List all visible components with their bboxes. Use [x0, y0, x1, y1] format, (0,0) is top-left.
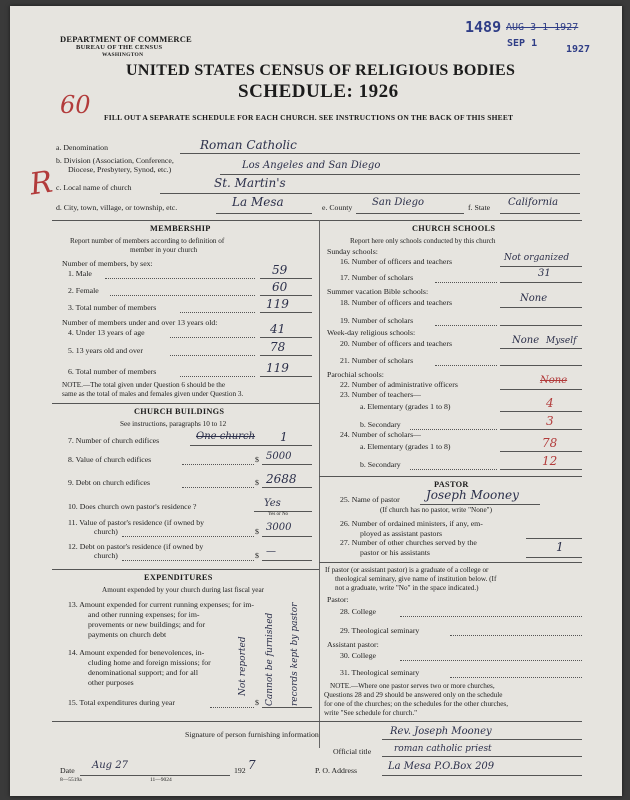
po-address-label: P. O. Address	[315, 766, 358, 775]
q24a-value: 78	[542, 436, 558, 450]
q25-note: (If church has no pastor, write "None")	[380, 506, 492, 514]
q17-label: 17. Number of scholars	[340, 273, 414, 282]
assistant-pastor-label: Assistant pastor:	[327, 640, 379, 649]
expenditures-subheading: Amount expended by your church during last fiscal year	[102, 586, 265, 594]
q23a-label: a. Elementary (grades 1 to 8)	[360, 402, 451, 411]
q8-value: 5000	[266, 451, 292, 462]
q13-label-1: 13. Amount expended for current running expenses; for im-	[68, 600, 254, 609]
q10-value: Yes	[264, 498, 281, 509]
q22-label: 22. Number of administrative officers	[340, 380, 458, 389]
schools-intro: Report here only schools conducted by this church	[350, 237, 496, 245]
q12-label-1: 12. Debt on pastor's residence (if owned by	[68, 542, 204, 551]
q18-label: 18. Number of officers and teachers	[340, 298, 453, 307]
q22-value: None	[540, 375, 568, 386]
q9-value: 2688	[266, 472, 297, 486]
form-code-2: 11—9024	[150, 777, 172, 783]
q23a-value: 4	[546, 396, 554, 410]
year-value: 7	[248, 758, 256, 772]
graduate-note-2: theological seminary, give name of institution below. (If	[335, 575, 497, 583]
date-value: Aug 27	[92, 760, 128, 771]
q24b-value: 12	[542, 454, 558, 468]
membership-intro-1: Report number of members according to definition of	[70, 237, 225, 245]
q25-value: Joseph Mooney	[426, 488, 519, 502]
members-by-age-label: Number of members under and over 13 years old:	[62, 318, 218, 327]
church-name-label: c. Local name of church	[56, 183, 132, 192]
buildings-subheading: See instructions, paragraphs 10 to 12	[120, 420, 227, 428]
pastor-note-4: write "See schedule for church."	[324, 709, 418, 717]
q6-total-label: 6. Total number of members	[68, 367, 157, 376]
q3-total-value: 119	[266, 297, 289, 311]
q5-over13-label: 5. 13 years old and over	[68, 346, 143, 355]
county-value: San Diego	[372, 197, 424, 208]
q9-label: 9. Debt on church edifices	[68, 478, 151, 487]
q20-label: 20. Number of officers and teachers	[340, 339, 453, 348]
received-stamp-year: 1927	[566, 44, 591, 55]
graduate-note-1: If pastor (or assistant pastor) is a graduate of a college or	[325, 566, 489, 574]
q30-label: 30. College	[340, 651, 376, 660]
weekday-schools-label: Week-day religious schools:	[327, 328, 416, 337]
pastor-note-2: Questions 28 and 29 should be answered only on the schedule	[324, 691, 503, 699]
state-value: California	[508, 197, 559, 208]
q1-male-value: 59	[272, 263, 288, 277]
department-name: DEPARTMENT OF COMMERCE	[60, 34, 192, 44]
expenditure-scrawl-3: records kept by pastor	[290, 602, 300, 706]
q7-value: 1	[280, 430, 288, 444]
membership-note-1: NOTE.—The total given under Question 6 should be the	[62, 381, 226, 389]
q13-label-3: provements or new buildings; and for	[88, 620, 206, 629]
parochial-schools-label: Parochial schools:	[327, 370, 384, 379]
date-label: Date	[60, 766, 75, 775]
q10-hint: Yes or No	[268, 512, 289, 517]
q5-over13-value: 78	[270, 340, 286, 354]
bureau-name: BUREAU OF THE CENSUS	[76, 44, 163, 51]
q16-value: Not organized	[504, 253, 570, 263]
year-prefix: 192	[234, 766, 246, 775]
pastor-note-3: for one of the churches; on the schedules for the other churches,	[324, 700, 509, 708]
membership-heading: MEMBERSHIP	[150, 224, 211, 233]
q20-value: None	[512, 335, 540, 346]
q7-value-struck: One church	[196, 431, 256, 442]
q7-label: 7. Number of church edifices	[68, 436, 160, 445]
q13-label-2: and other running expenses; for im-	[88, 610, 200, 619]
margin-mark: R	[27, 164, 55, 203]
official-title-value: roman catholic priest	[394, 744, 492, 754]
graduate-note-3: not a graduate, write "No" in the space indicated.)	[335, 584, 479, 592]
margin-number: 60	[60, 91, 91, 119]
members-by-sex-label: Number of members, by sex:	[62, 259, 153, 268]
denomination-value: Roman Catholic	[200, 138, 297, 152]
form-instruction: FILL OUT A SEPARATE SCHEDULE FOR EACH CHURCH. SEE INSTRUCTIONS ON THE BACK OF THIS SHEET	[104, 113, 514, 122]
pastor-heading: PASTOR	[434, 480, 469, 489]
state-label: f. State	[468, 203, 491, 212]
q14-label-2: cluding home and foreign missions; for	[88, 658, 211, 667]
summer-schools-label: Summer vacation Bible schools:	[327, 287, 429, 296]
form-title: UNITED STATES CENSUS OF RELIGIOUS BODIES	[126, 62, 516, 79]
pastor-note-1: NOTE.—Where one pastor serves two or more churches,	[330, 682, 495, 690]
q2-female-value: 60	[272, 280, 288, 294]
city-label: d. City, town, village, or township, etc.	[56, 203, 178, 212]
county-label: e. County	[322, 203, 353, 212]
q24a-label: a. Elementary (grades 1 to 8)	[360, 442, 451, 451]
q31-label: 31. Theological seminary	[340, 668, 420, 677]
q1-male-label: 1. Male	[68, 269, 92, 278]
official-title-label: Official title	[333, 747, 372, 756]
q23b-label: b. Secondary	[360, 420, 401, 429]
q15-label: 15. Total expenditures during year	[68, 698, 175, 707]
q12-label-2: church)	[94, 551, 118, 560]
form-subtitle: SCHEDULE: 1926	[238, 81, 399, 102]
q13-label-4: payments on church debt	[88, 630, 167, 639]
q21-label: 21. Number of scholars	[340, 356, 414, 365]
received-stamp-date-struck: AUG 3 1 1927	[506, 22, 579, 33]
q14-label-1: 14. Amount expended for benevolences, in-	[68, 648, 205, 657]
q26-label-2: ployed as assistant pastors	[360, 529, 443, 538]
q8-label: 8. Value of church edifices	[68, 455, 152, 464]
q23-label: 23. Number of teachers—	[340, 390, 421, 399]
sunday-schools-label: Sunday schools:	[327, 247, 378, 256]
q28-label: 28. College	[340, 607, 376, 616]
q25-label: 25. Name of pastor	[340, 495, 400, 504]
membership-note-2: same as the total of males and females given under Question 3.	[62, 390, 244, 398]
pastor-label: Pastor:	[327, 595, 349, 604]
q17-value: 31	[538, 268, 551, 279]
membership-intro-2: member in your church	[130, 246, 198, 254]
q16-label: 16. Number of officers and teachers	[340, 257, 453, 266]
signature-value: Rev. Joseph Mooney	[390, 726, 492, 737]
q6-total-value: 119	[266, 361, 289, 375]
q11-value: 3000	[266, 522, 292, 533]
q24b-label: b. Secondary	[360, 460, 401, 469]
q11-label-1: 11. Value of pastor's residence (if owned by	[68, 518, 205, 527]
q3-total-label: 3. Total number of members	[68, 303, 157, 312]
expenditure-scrawl-1: Not reported	[238, 636, 248, 696]
church-name-value: St. Martin's	[214, 176, 286, 190]
expenditures-heading: EXPENDITURES	[144, 573, 213, 582]
form-code: 8—5519a	[60, 777, 82, 783]
q4-under13-label: 4. Under 13 years of age	[68, 328, 145, 337]
denomination-label: a. Denomination	[56, 143, 108, 152]
q19-label: 19. Number of scholars	[340, 316, 414, 325]
buildings-heading: CHURCH BUILDINGS	[134, 407, 225, 416]
received-stamp-date: SEP 1	[507, 38, 538, 49]
q24-label: 24. Number of scholars—	[340, 430, 421, 439]
q11-label-2: church)	[94, 527, 118, 536]
q4-under13-value: 41	[270, 322, 286, 336]
q2-female-label: 2. Female	[68, 286, 99, 295]
q20-value-note: Myself	[546, 336, 577, 346]
q29-label: 29. Theological seminary	[340, 626, 420, 635]
q23b-value: 3	[546, 414, 554, 428]
census-schedule-sheet: DEPARTMENT OF COMMERCE BUREAU OF THE CENSUS WASHINGTON 1489 AUG 3 1 1927 SEP 1 1927 UNITED STATES CENSUS OF RELIGIOUS BODIES SCHEDULE: 1926 60 FILL OUT A SEPARATE SCHEDULE FOR EACH CHURCH. SEE INSTRUCTIONS ON THE BACK OF THIS SHEET a. Denomination Roman Catholic b. Division (Association, Conference, Diocese, Presbytery, Synod, etc.) Los Angeles and San Diego R c. Local name of church St. Martin's d. City, town, village, or township, etc. La Mesa e. County San Diego f. State California MEMBERSHIP Report number of members according to definition of member in your church Number of members, by sex: 1. Male 59 2. Female 60 3. Total number of members 119 Number of members under and over 13 years old: 4. Under 13 years of age 41 5. 13 years old and over 78 6. Total number of members 119 NOTE.—The total given under Question 6 should be the same as the total of males and females given under Question 3. CHURCH BUILDINGS See instructions, paragraphs 10 to 12 7. Number of church edifices One church 1 8. Value of church edifices $ 5000 9. Debt on church edifices $ 2688 10. Does church own pastor's residence ? Yes Yes or No 11. Value of pastor's residence (if owned by church) $ 3000 12. Debt on pastor's residence (if owned by church) $ — EXPENDITURES Amount expended by your church during last fiscal year 13. Amount expended for current running expenses; for im- and other running expenses; for im- provements or new buildings; and for payments on church debt 14. Amount expended for benevolences, in- cluding home and foreign missions; for denominational support; and for all other purposes 15. Total expenditures during year $ Not reported Cannot be furnished records kept by pastor CHURCH SCHOOLS Report here only schools conducted by this church Sunday schools: 16. Number of officers and teachers Not organized 17. Number of scholars 31 Summer vacation Bible schools: 18. Number of officers and teachers None 19. Number of scholars Week-day religious schools: 20. Number of officers and teachers None Myself 21. Number of scholars Parochial schools: 22. Number of administrative officers None 23. Number of teachers— a. Elementary (grades 1 to 8) 4 b. Secondary 3 24. Number of scholars— a. Elementary (grades 1 to 8) 78 b. Secondary 12 PASTOR 25. Name of pastor Joseph Mooney (If church has no pastor, write "None") 26. Number of ordained ministers, if any, em- ployed as assistant pastors 27. Number of other churches served by the pastor or his assistants 1 If pastor (or assistant pastor) is a graduate of a college or theological seminary, give name of institution below. (If not a graduate, write "No" in the space indicated.) Pastor: 28. College 29. Theological seminary Assistant pastor: 30. College 31. Theological seminary NOTE.—Where one pastor serves two or more churches, Questions 28 and 29 should be answered only on the schedule for one of the churches; on the schedules for the other churches, write "See schedule for church." Signature of person furnishing information Rev. Joseph Mooney Official title roman catholic priest Date Aug 27 192 7 P. O. Address La Mesa P.O.Box 209 8—5519a 11—9024	[10, 6, 622, 796]
division-value: Los Angeles and San Diego	[242, 160, 381, 171]
signature-label: Signature of person furnishing information	[185, 730, 319, 739]
received-stamp-number: 1489	[465, 18, 502, 36]
division-label-1: b. Division (Association, Conference,	[56, 156, 174, 165]
schools-heading: CHURCH SCHOOLS	[412, 224, 496, 233]
po-address-value: La Mesa P.O.Box 209	[388, 761, 495, 772]
city-value: La Mesa	[232, 195, 284, 209]
q12-value: —	[266, 546, 276, 557]
q27-value: 1	[556, 540, 564, 554]
q14-label-4: other purposes	[88, 678, 134, 687]
expenditure-scrawl-2: Cannot be furnished	[265, 612, 275, 706]
q27-label-1: 27. Number of other churches served by the	[340, 538, 477, 547]
q14-label-3: denominational support; and for all	[88, 668, 198, 677]
division-label-2: Diocese, Presbytery, Synod, etc.)	[68, 165, 172, 174]
q27-label-2: pastor or his assistants	[360, 548, 430, 557]
q18-value: None	[520, 293, 548, 304]
q10-label: 10. Does church own pastor's residence ?	[68, 502, 197, 511]
city-name: WASHINGTON	[102, 52, 144, 58]
q26-label-1: 26. Number of ordained ministers, if any, em-	[340, 519, 483, 528]
